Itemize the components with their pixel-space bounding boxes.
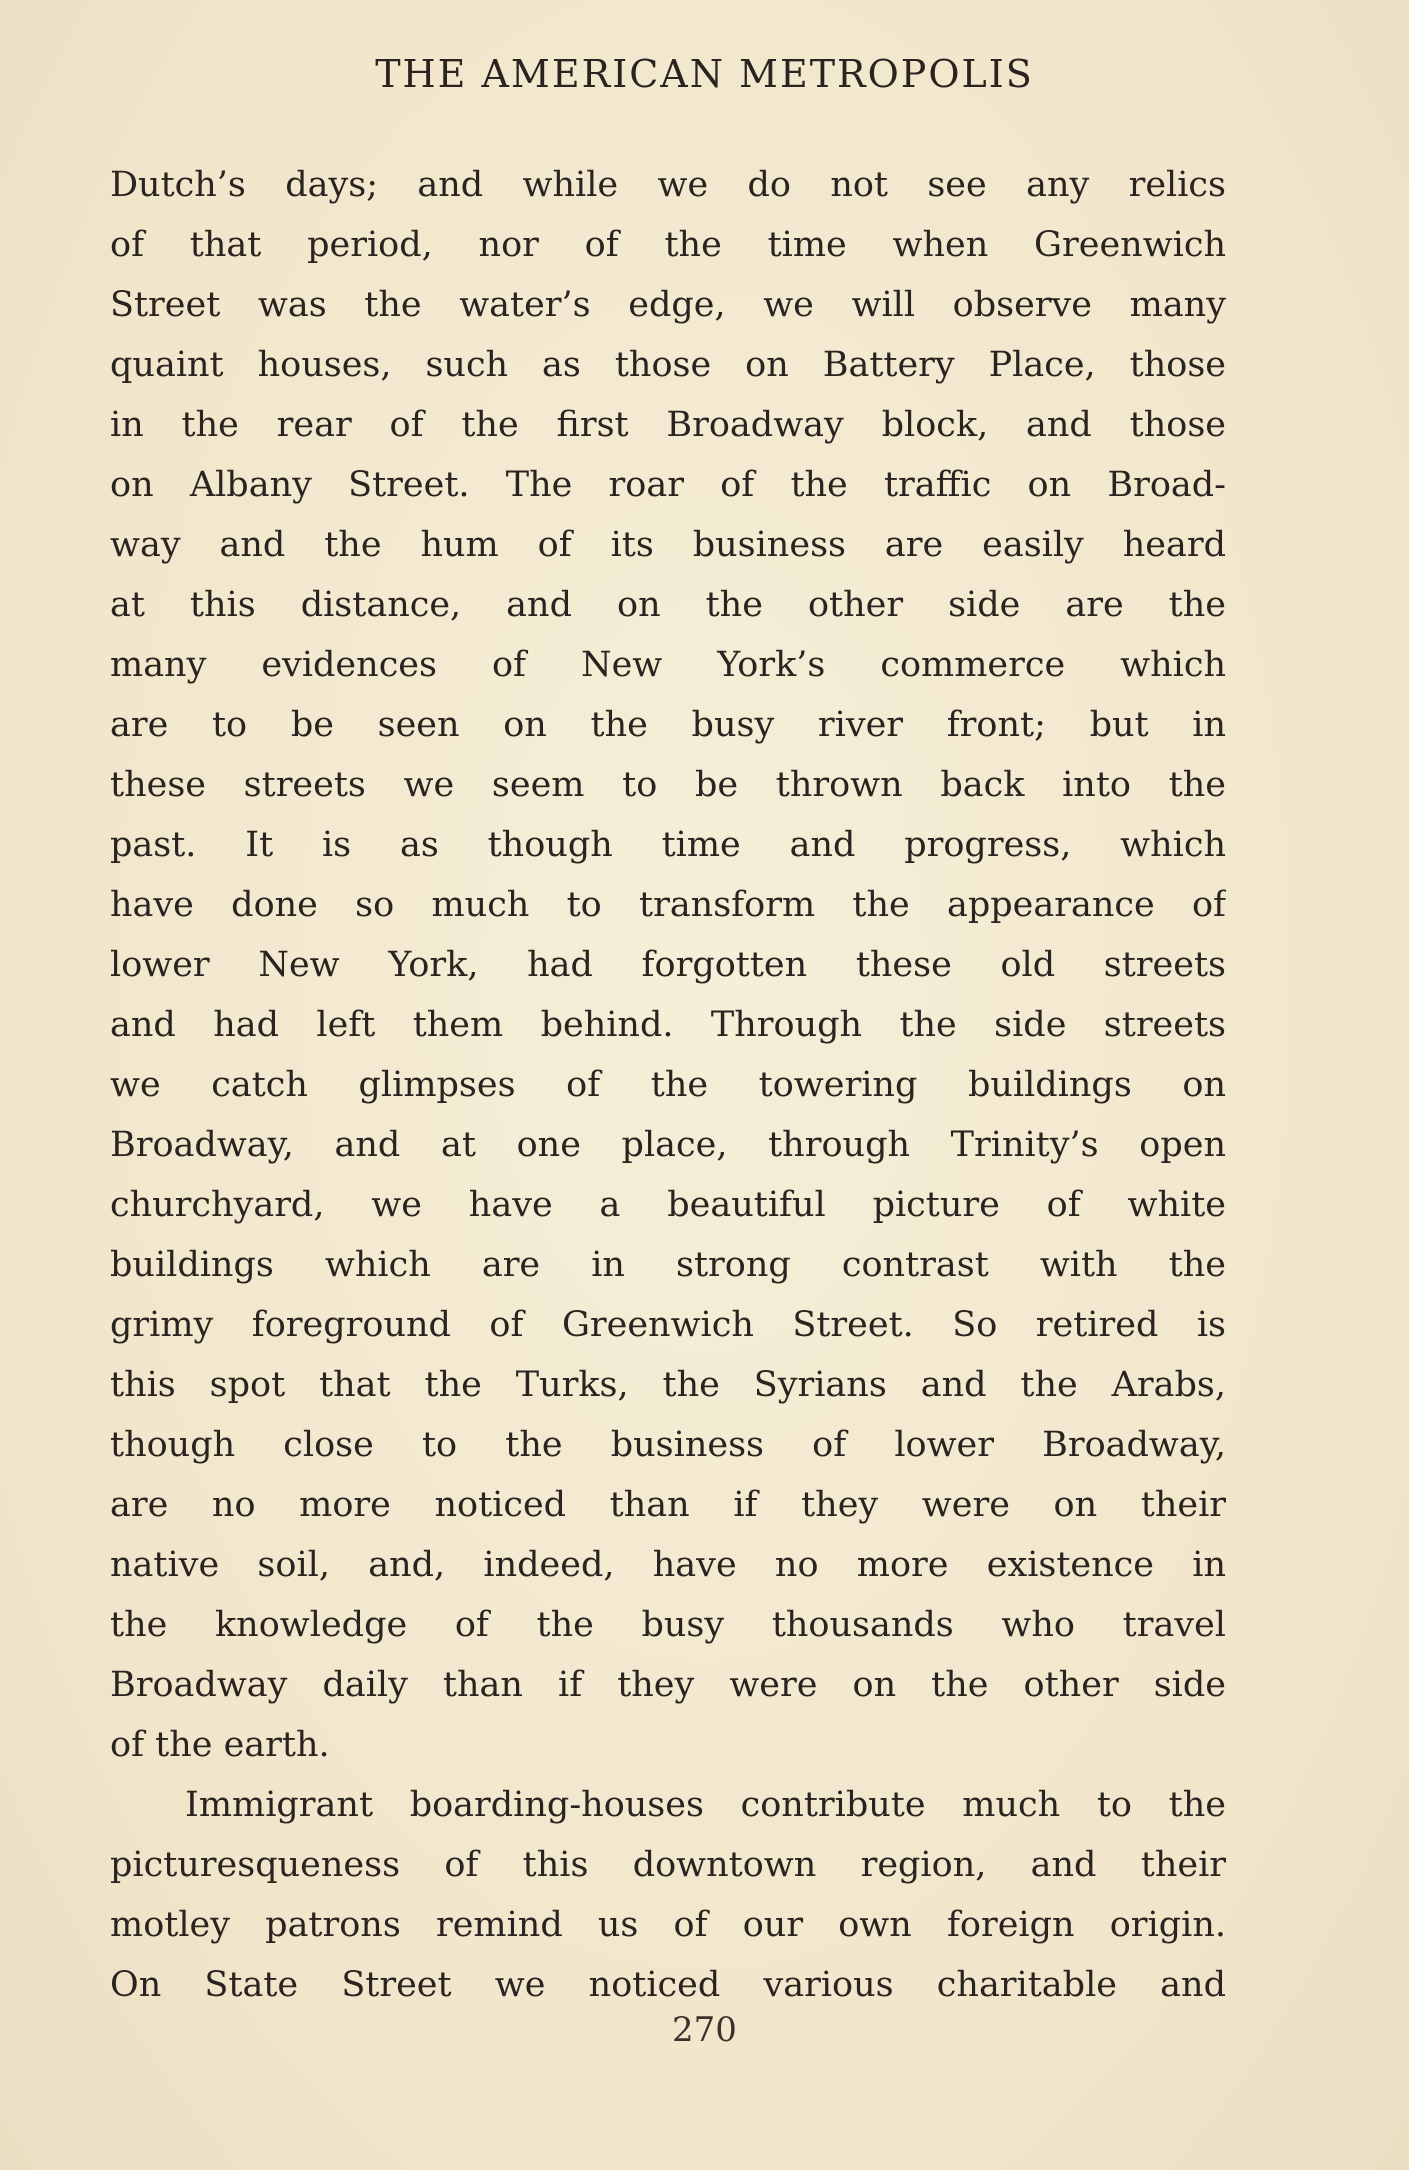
text-line: many evidences of New York’s commerce which: [110, 645, 1226, 685]
text-line: churchyard, we have a beautiful picture of white: [110, 1185, 1226, 1225]
text-line: Dutch’s days; and while we do not see any relics: [110, 165, 1226, 205]
text-line: Broadway, and at one place, through Trinity’s open: [110, 1125, 1226, 1165]
text-line: native soil, and, indeed, have no more existence in: [110, 1545, 1226, 1585]
text-line: on Albany Street. The roar of the traffic on Broad-: [110, 465, 1226, 505]
text-line: Broadway daily than if they were on the other side: [110, 1665, 1226, 1705]
text-line: are to be seen on the busy river front; but in: [110, 705, 1226, 745]
text-line: and had left them behind. Through the side streets: [110, 1005, 1226, 1045]
text-line: grimy foreground of Greenwich Street. So retired is: [110, 1305, 1226, 1345]
text-line: though close to the business of lower Broadway,: [110, 1425, 1226, 1465]
text-line: are no more noticed than if they were on their: [110, 1485, 1226, 1525]
text-line: Street was the water’s edge, we will observe many: [110, 285, 1226, 325]
running-head: THE AMERICAN METROPOLIS: [375, 52, 1034, 96]
text-line: this spot that the Turks, the Syrians and the Arabs,: [110, 1365, 1226, 1405]
text-line: motley patrons remind us of our own foreign origin.: [110, 1905, 1226, 1945]
text-line: On State Street we noticed various charitable and: [110, 1965, 1226, 2005]
page-number: 270: [672, 2010, 737, 2050]
text-line: the knowledge of the busy thousands who travel: [110, 1605, 1226, 1645]
text-line: quaint houses, such as those on Battery Place, those: [110, 345, 1226, 385]
text-line: at this distance, and on the other side are the: [110, 585, 1226, 625]
body-text: [110, 155, 1226, 2015]
paragraph-2: [110, 1775, 1226, 2015]
text-line: of the earth.: [110, 1725, 330, 1765]
text-line: way and the hum of its business are easily heard: [110, 525, 1226, 565]
text-line: buildings which are in strong contrast with the: [110, 1245, 1226, 1285]
paragraph-1: [110, 155, 1226, 1775]
text-line: Immigrant boarding-houses contribute much to the: [185, 1785, 1226, 1825]
text-line: of that period, nor of the time when Greenwich: [110, 225, 1226, 265]
text-line: lower New York, had forgotten these old streets: [110, 945, 1226, 985]
text-line: past. It is as though time and progress, which: [110, 825, 1226, 865]
text-line: we catch glimpses of the towering buildings on: [110, 1065, 1226, 1105]
text-line: in the rear of the first Broadway block, and those: [110, 405, 1226, 445]
text-line: picturesqueness of this downtown region, and their: [110, 1845, 1226, 1885]
text-line: have done so much to transform the appearance of: [110, 885, 1226, 925]
text-line: these streets we seem to be thrown back into the: [110, 765, 1226, 805]
